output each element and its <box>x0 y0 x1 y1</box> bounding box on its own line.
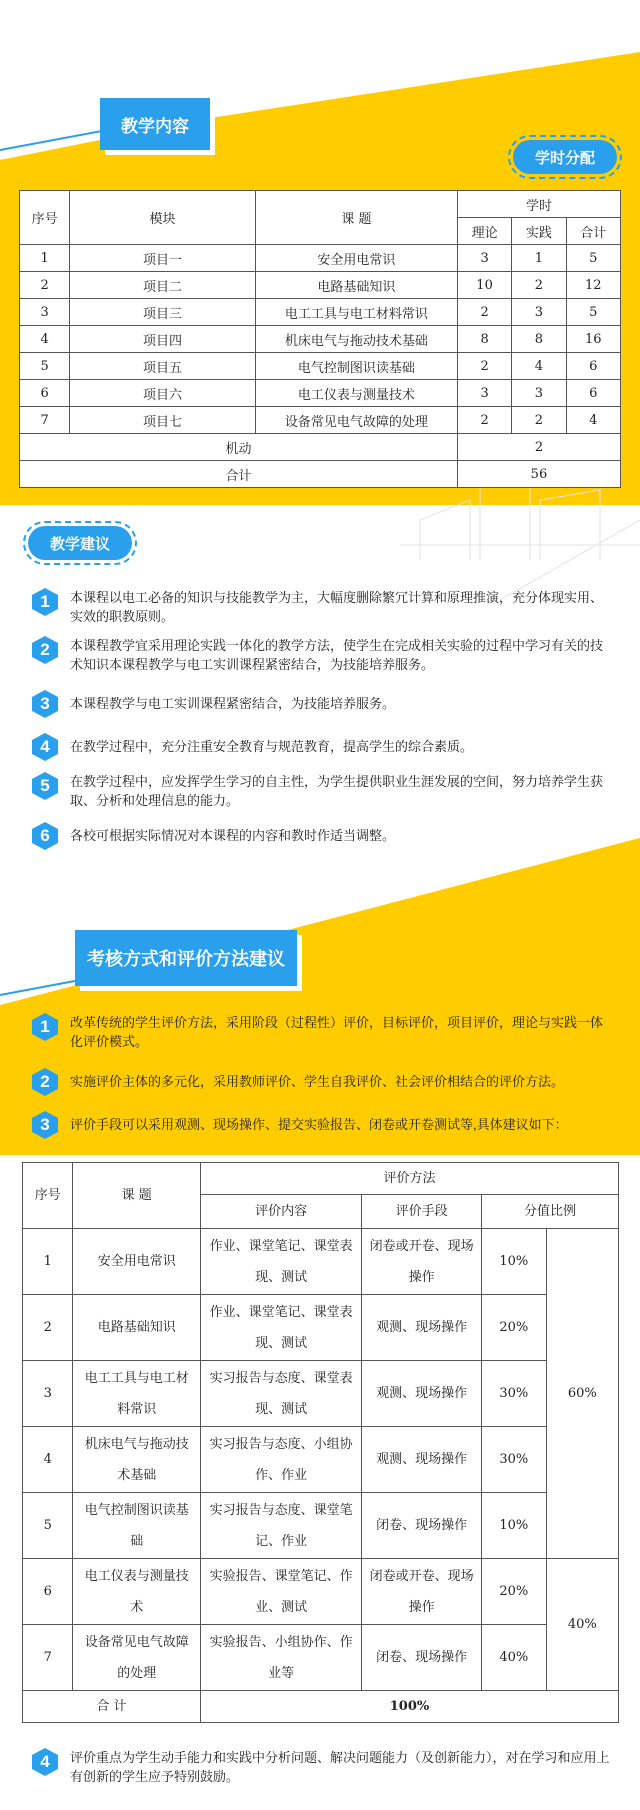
teaching-suggestions-pill: 教学建议 <box>28 526 132 560</box>
cell-topic: 电工工具与电工材料常识 <box>73 1361 201 1427</box>
table-row <box>23 1559 619 1625</box>
cell-content: 作业、课堂笔记、课堂表现、测试 <box>201 1229 362 1295</box>
sum-label: 合 计 <box>23 1691 201 1723</box>
section-title-teaching-content: 教学内容 <box>100 98 210 150</box>
number-badge-icon: 5 <box>32 772 58 800</box>
cell-no: 6 <box>23 1559 73 1625</box>
cell-topic: 电工仪表与测量技术 <box>73 1559 201 1625</box>
number-badge-icon: 3 <box>32 1111 58 1139</box>
cell-no: 2 <box>23 1295 73 1361</box>
cell-pct: 10% <box>482 1229 547 1295</box>
header-means: 评价手段 <box>362 1195 482 1229</box>
number-badge-icon: 2 <box>32 636 58 664</box>
cell-module: 项目七 <box>70 407 256 434</box>
cell-topic: 机床电气与拖动技术基础 <box>73 1427 201 1493</box>
cell-total: 5 <box>566 245 620 272</box>
cell-means: 观测、现场操作 <box>362 1427 482 1493</box>
header-method: 评价方法 <box>201 1163 619 1195</box>
cell-practice: 8 <box>512 326 566 353</box>
table-row <box>23 1361 619 1427</box>
cell-means: 闭卷、现场操作 <box>362 1625 482 1691</box>
suggestion-text: 在教学过程中，应发挥学生学习的自主性，为学生提供职业生涯发展的空间，努力培养学生获取、分析和处理信息的能力。 <box>70 774 604 808</box>
cell-topic: 安全用电常识 <box>255 245 457 272</box>
cell-pct: 10% <box>482 1493 547 1559</box>
cell-total: 5 <box>566 299 620 326</box>
cell-means: 闭卷或开卷、现场操作 <box>362 1229 482 1295</box>
cell-topic: 电工工具与电工材料常识 <box>255 299 457 326</box>
flex-value: 2 <box>457 434 620 461</box>
suggestion-text: 本课程以电工必备的知识与技能教学为主，大幅度删除繁冗计算和原理推演，充分体现实用、实效的职教原则。 <box>70 590 604 624</box>
cell-theory: 2 <box>457 299 511 326</box>
hours-table <box>19 190 621 488</box>
table-row <box>20 353 621 380</box>
assessment-item <box>32 1748 612 1786</box>
cell-no: 7 <box>23 1625 73 1691</box>
cell-practice: 1 <box>512 245 566 272</box>
suggestion-text: 在教学过程中，充分注重安全教育与规范教育，提高学生的综合素质。 <box>70 739 474 754</box>
cell-module: 项目五 <box>70 353 256 380</box>
table-row <box>20 407 621 434</box>
cell-module: 项目六 <box>70 380 256 407</box>
hours-allocation-pill: 学时分配 <box>513 140 617 174</box>
group-b-pct: 40% <box>546 1559 618 1691</box>
cell-pct: 40% <box>482 1625 547 1691</box>
suggestion-item <box>32 588 612 626</box>
cell-no: 4 <box>20 326 70 353</box>
cell-no: 1 <box>23 1229 73 1295</box>
cell-topic: 机床电气与拖动技术基础 <box>255 326 457 353</box>
cell-topic: 安全用电常识 <box>73 1229 201 1295</box>
cell-module: 项目三 <box>70 299 256 326</box>
cell-theory: 3 <box>457 245 511 272</box>
sum-label: 合计 <box>20 461 458 488</box>
number-badge-icon: 3 <box>32 690 58 718</box>
suggestion-item <box>32 822 612 850</box>
suggestion-item <box>32 733 612 761</box>
cell-module: 项目四 <box>70 326 256 353</box>
header-no: 序号 <box>20 191 70 245</box>
sum-value: 100% <box>201 1691 619 1723</box>
cell-pct: 20% <box>482 1295 547 1361</box>
cell-practice: 2 <box>512 407 566 434</box>
assessment-text: 评价重点为学生动手能力和实践中分析问题、解决问题能力（及创新能力），对在学习和应用上有创新的学生应予特别鼓励。 <box>70 1750 610 1784</box>
cell-theory: 2 <box>457 353 511 380</box>
cell-content: 作业、课堂笔记、课堂表现、测试 <box>201 1295 362 1361</box>
number-badge-icon: 1 <box>32 1013 58 1041</box>
header-hours: 学时 <box>457 191 620 218</box>
cell-theory: 2 <box>457 407 511 434</box>
cell-topic: 设备常见电气故障的处理 <box>73 1625 201 1691</box>
number-badge-icon: 2 <box>32 1068 58 1096</box>
cell-total: 6 <box>566 380 620 407</box>
sum-row <box>23 1691 619 1723</box>
cell-theory: 10 <box>457 272 511 299</box>
cell-practice: 4 <box>512 353 566 380</box>
header-topic: 课 题 <box>73 1163 201 1229</box>
table-row <box>20 326 621 353</box>
cell-module: 项目一 <box>70 245 256 272</box>
header-theory: 理论 <box>457 218 511 245</box>
table-row <box>23 1295 619 1361</box>
table-row <box>20 380 621 407</box>
cell-practice: 2 <box>512 272 566 299</box>
cell-means: 闭卷、现场操作 <box>362 1493 482 1559</box>
table-row <box>23 1427 619 1493</box>
sum-row <box>20 461 621 488</box>
cell-topic: 电路基础知识 <box>73 1295 201 1361</box>
number-badge-icon: 4 <box>32 733 58 761</box>
cell-content: 实验报告、课堂笔记、作业、测试 <box>201 1559 362 1625</box>
cell-content: 实习报告与态度、小组协作、作业 <box>201 1427 362 1493</box>
suggestion-text: 本课程教学与电工实训课程紧密结合，为技能培养服务。 <box>70 696 396 711</box>
cell-pct: 20% <box>482 1559 547 1625</box>
cell-means: 观测、现场操作 <box>362 1361 482 1427</box>
cell-topic: 电气控制图识读基础 <box>255 353 457 380</box>
table-row <box>23 1229 619 1295</box>
header-ratio: 分值比例 <box>482 1195 619 1229</box>
header-topic: 课 题 <box>255 191 457 245</box>
assessment-text: 评价手段可以采用观测、现场操作、提交实验报告、闭卷或开卷测试等,具体建议如下： <box>70 1117 568 1132</box>
cell-topic: 电气控制图识读基础 <box>73 1493 201 1559</box>
cell-no: 6 <box>20 380 70 407</box>
cell-topic: 设备常见电气故障的处理 <box>255 407 457 434</box>
cell-no: 5 <box>23 1493 73 1559</box>
cell-no: 7 <box>20 407 70 434</box>
number-badge-icon: 4 <box>32 1748 58 1776</box>
cell-total: 12 <box>566 272 620 299</box>
assessment-text: 改革传统的学生评价方法，采用阶段（过程性）评价，目标评价，项目评价，理论与实践一体化评价模式。 <box>70 1015 604 1049</box>
table-row <box>23 1493 619 1559</box>
cell-no: 3 <box>20 299 70 326</box>
cell-no: 1 <box>20 245 70 272</box>
cell-pct: 30% <box>482 1361 547 1427</box>
table-row <box>20 272 621 299</box>
number-badge-icon: 6 <box>32 822 58 850</box>
section-title-assessment: 考核方式和评价方法建议 <box>75 930 297 986</box>
cell-topic: 电工仪表与测量技术 <box>255 380 457 407</box>
assessment-item <box>32 1068 612 1096</box>
suggestion-text: 各校可根据实际情况对本课程的内容和教时作适当调整。 <box>70 828 396 843</box>
cell-no: 5 <box>20 353 70 380</box>
cell-means: 闭卷或开卷、现场操作 <box>362 1559 482 1625</box>
table-row <box>23 1625 619 1691</box>
assessment-item <box>32 1013 612 1051</box>
cell-practice: 3 <box>512 299 566 326</box>
cell-total: 4 <box>566 407 620 434</box>
suggestion-item <box>32 690 612 718</box>
assessment-text: 实施评价主体的多元化，采用教师评价、学生自我评价、社会评价相结合的评价方法。 <box>70 1074 565 1089</box>
flex-row <box>20 434 621 461</box>
cell-content: 实习报告与态度、课堂表现、测试 <box>201 1361 362 1427</box>
header-content: 评价内容 <box>201 1195 362 1229</box>
cell-no: 3 <box>23 1361 73 1427</box>
table-row <box>20 245 621 272</box>
group-a-pct: 60% <box>546 1229 618 1559</box>
cell-no: 2 <box>20 272 70 299</box>
header-total: 合计 <box>566 218 620 245</box>
sum-value: 56 <box>457 461 620 488</box>
cell-practice: 3 <box>512 380 566 407</box>
cell-content: 实验报告、小组协作、作业等 <box>201 1625 362 1691</box>
number-badge-icon: 1 <box>32 588 58 616</box>
header-practice: 实践 <box>512 218 566 245</box>
cell-content: 实习报告与态度、课堂笔记、作业 <box>201 1493 362 1559</box>
cell-total: 6 <box>566 353 620 380</box>
table-row <box>20 299 621 326</box>
flex-label: 机动 <box>20 434 458 461</box>
cell-no: 4 <box>23 1427 73 1493</box>
suggestion-item <box>32 772 612 810</box>
suggestion-text: 本课程教学宜采用理论实践一体化的教学方法，使学生在完成相关实验的过程中学习有关的技术知识本课程教学与电工实训课程紧密结合，为技能培养服务。 <box>70 638 604 672</box>
header-no: 序号 <box>23 1163 73 1229</box>
cell-module: 项目二 <box>70 272 256 299</box>
cell-theory: 3 <box>457 380 511 407</box>
header-module: 模块 <box>70 191 256 245</box>
assessment-item <box>32 1111 622 1139</box>
cell-pct: 30% <box>482 1427 547 1493</box>
cell-means: 观测、现场操作 <box>362 1295 482 1361</box>
cell-total: 16 <box>566 326 620 353</box>
cell-topic: 电路基础知识 <box>255 272 457 299</box>
suggestion-item <box>32 636 612 674</box>
cell-theory: 8 <box>457 326 511 353</box>
assessment-table <box>22 1162 619 1723</box>
